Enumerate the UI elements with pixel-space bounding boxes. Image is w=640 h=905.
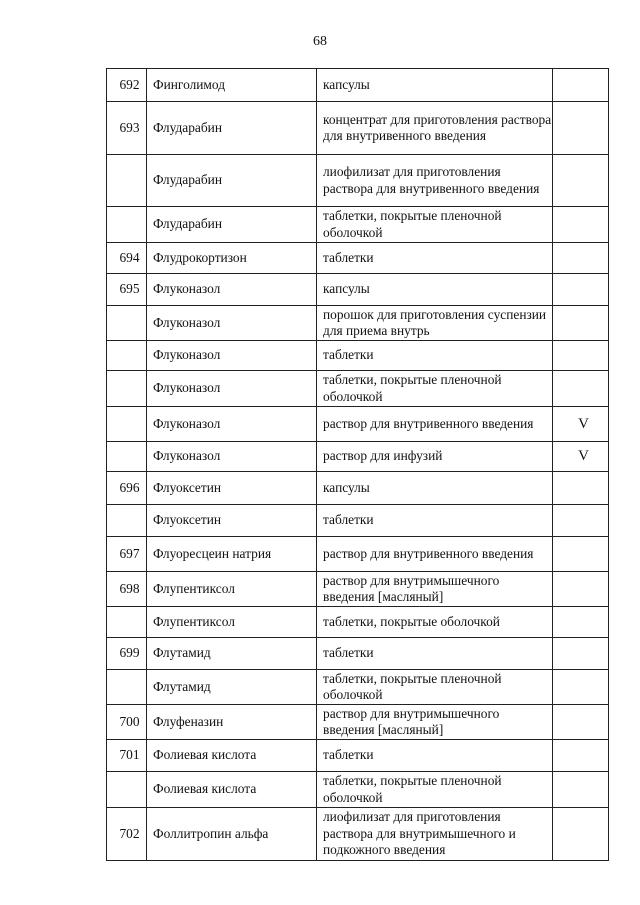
table-row xyxy=(107,705,609,740)
dosage-form-cell: таблетки xyxy=(317,505,553,537)
flag-cell xyxy=(553,102,609,155)
drug-name-cell: Флуоксетин xyxy=(147,472,317,505)
flag-cell xyxy=(553,207,609,243)
row-number-cell: 695 xyxy=(107,274,147,306)
flag-cell xyxy=(553,808,609,861)
flag-cell: V xyxy=(553,442,609,472)
table-row xyxy=(107,207,609,243)
drug-name-cell: Фоллитропин альфа xyxy=(147,808,317,861)
table-row xyxy=(107,306,609,341)
table-row xyxy=(107,69,609,102)
flag-cell xyxy=(553,670,609,705)
dosage-form-cell: раствор для внутривенного введения xyxy=(317,407,553,442)
row-number-cell xyxy=(107,772,147,808)
dosage-form-cell: раствор для инфузий xyxy=(317,442,553,472)
table-row xyxy=(107,572,609,607)
drug-name-cell: Флударабин xyxy=(147,155,317,207)
flag-cell: V xyxy=(553,407,609,442)
dosage-form-cell: таблетки, покрытые пленочной оболочкой xyxy=(317,670,553,705)
drug-name-cell: Флупентиксол xyxy=(147,607,317,638)
dosage-form-cell: лиофилизат для приготовления раствора для внутривенного введения xyxy=(317,155,553,207)
row-number-cell: 693 xyxy=(107,102,147,155)
page-number: 68 xyxy=(313,34,327,49)
flag-cell xyxy=(553,638,609,670)
drug-name-cell: Флупентиксол xyxy=(147,572,317,607)
row-number-cell xyxy=(107,442,147,472)
row-number-cell: 698 xyxy=(107,572,147,607)
flag-cell xyxy=(553,537,609,572)
flag-cell xyxy=(553,572,609,607)
drug-name-cell: Финголимод xyxy=(147,69,317,102)
row-number-cell: 702 xyxy=(107,808,147,861)
dosage-form-cell: таблетки xyxy=(317,740,553,772)
flag-cell xyxy=(553,243,609,274)
dosage-form-cell: таблетки xyxy=(317,243,553,274)
row-number-cell xyxy=(107,207,147,243)
drug-name-cell: Флуконазол xyxy=(147,341,317,371)
flag-cell xyxy=(553,607,609,638)
dosage-form-cell: капсулы xyxy=(317,274,553,306)
drug-name-cell: Флутамид xyxy=(147,638,317,670)
flag-cell xyxy=(553,740,609,772)
row-number-cell xyxy=(107,407,147,442)
drug-name-cell: Флуконазол xyxy=(147,442,317,472)
dosage-form-cell: капсулы xyxy=(317,472,553,505)
row-number-cell xyxy=(107,306,147,341)
dosage-form-cell: капсулы xyxy=(317,69,553,102)
drug-name-cell: Фолиевая кислота xyxy=(147,740,317,772)
table-row xyxy=(107,772,609,808)
flag-cell xyxy=(553,705,609,740)
drug-list-body xyxy=(107,69,609,861)
table-row xyxy=(107,638,609,670)
drug-name-cell: Флуоксетин xyxy=(147,505,317,537)
drug-name-cell: Флудрокортизон xyxy=(147,243,317,274)
flag-cell xyxy=(553,155,609,207)
table-row xyxy=(107,505,609,537)
table-row xyxy=(107,808,609,861)
dosage-form-cell: концентрат для приготовления раствора для внутривенного введения xyxy=(317,102,553,155)
dosage-form-cell: таблетки, покрытые пленочной оболочкой xyxy=(317,772,553,808)
drug-name-cell: Фолиевая кислота xyxy=(147,772,317,808)
table-row xyxy=(107,274,609,306)
row-number-cell xyxy=(107,155,147,207)
drug-name-cell: Флударабин xyxy=(147,207,317,243)
dosage-form-cell: раствор для внутривенного введения xyxy=(317,537,553,572)
flag-cell xyxy=(553,472,609,505)
table-row xyxy=(107,341,609,371)
drug-name-cell: Флуконазол xyxy=(147,371,317,407)
table-row xyxy=(107,472,609,505)
table-row xyxy=(107,537,609,572)
flag-cell xyxy=(553,274,609,306)
dosage-form-cell: порошок для приготовления суспензии для приема внутрь xyxy=(317,306,553,341)
table-row xyxy=(107,407,609,442)
drug-list-table xyxy=(106,68,609,861)
row-number-cell xyxy=(107,371,147,407)
flag-cell xyxy=(553,505,609,537)
table-row xyxy=(107,442,609,472)
dosage-form-cell: таблетки xyxy=(317,341,553,371)
drug-name-cell: Флуфеназин xyxy=(147,705,317,740)
row-number-cell: 694 xyxy=(107,243,147,274)
table-row xyxy=(107,670,609,705)
dosage-form-cell: раствор для внутримышечного введения [масляный] xyxy=(317,705,553,740)
drug-name-cell: Флударабин xyxy=(147,102,317,155)
drug-name-cell: Флуконазол xyxy=(147,306,317,341)
row-number-cell: 692 xyxy=(107,69,147,102)
dosage-form-cell: раствор для внутримышечного введения [масляный] xyxy=(317,572,553,607)
drug-name-cell: Флуконазол xyxy=(147,407,317,442)
row-number-cell xyxy=(107,670,147,705)
table-row xyxy=(107,371,609,407)
dosage-form-cell: лиофилизат для приготовления раствора для внутримышечного и подкожного введения xyxy=(317,808,553,861)
row-number-cell: 699 xyxy=(107,638,147,670)
flag-cell xyxy=(553,772,609,808)
dosage-form-cell: таблетки xyxy=(317,638,553,670)
drug-name-cell: Флуконазол xyxy=(147,274,317,306)
row-number-cell xyxy=(107,607,147,638)
dosage-form-cell: таблетки, покрытые пленочной оболочкой xyxy=(317,207,553,243)
row-number-cell xyxy=(107,341,147,371)
table-row xyxy=(107,740,609,772)
flag-cell xyxy=(553,306,609,341)
row-number-cell xyxy=(107,505,147,537)
row-number-cell: 697 xyxy=(107,537,147,572)
table-row xyxy=(107,155,609,207)
flag-cell xyxy=(553,371,609,407)
flag-cell xyxy=(553,341,609,371)
drug-name-cell: Флутамид xyxy=(147,670,317,705)
flag-cell xyxy=(553,69,609,102)
row-number-cell: 701 xyxy=(107,740,147,772)
table-row xyxy=(107,243,609,274)
dosage-form-cell: таблетки, покрытые оболочкой xyxy=(317,607,553,638)
row-number-cell: 696 xyxy=(107,472,147,505)
dosage-form-cell: таблетки, покрытые пленочной оболочкой xyxy=(317,371,553,407)
table-row xyxy=(107,102,609,155)
drug-name-cell: Флуоресцеин натрия xyxy=(147,537,317,572)
table-row xyxy=(107,607,609,638)
row-number-cell: 700 xyxy=(107,705,147,740)
